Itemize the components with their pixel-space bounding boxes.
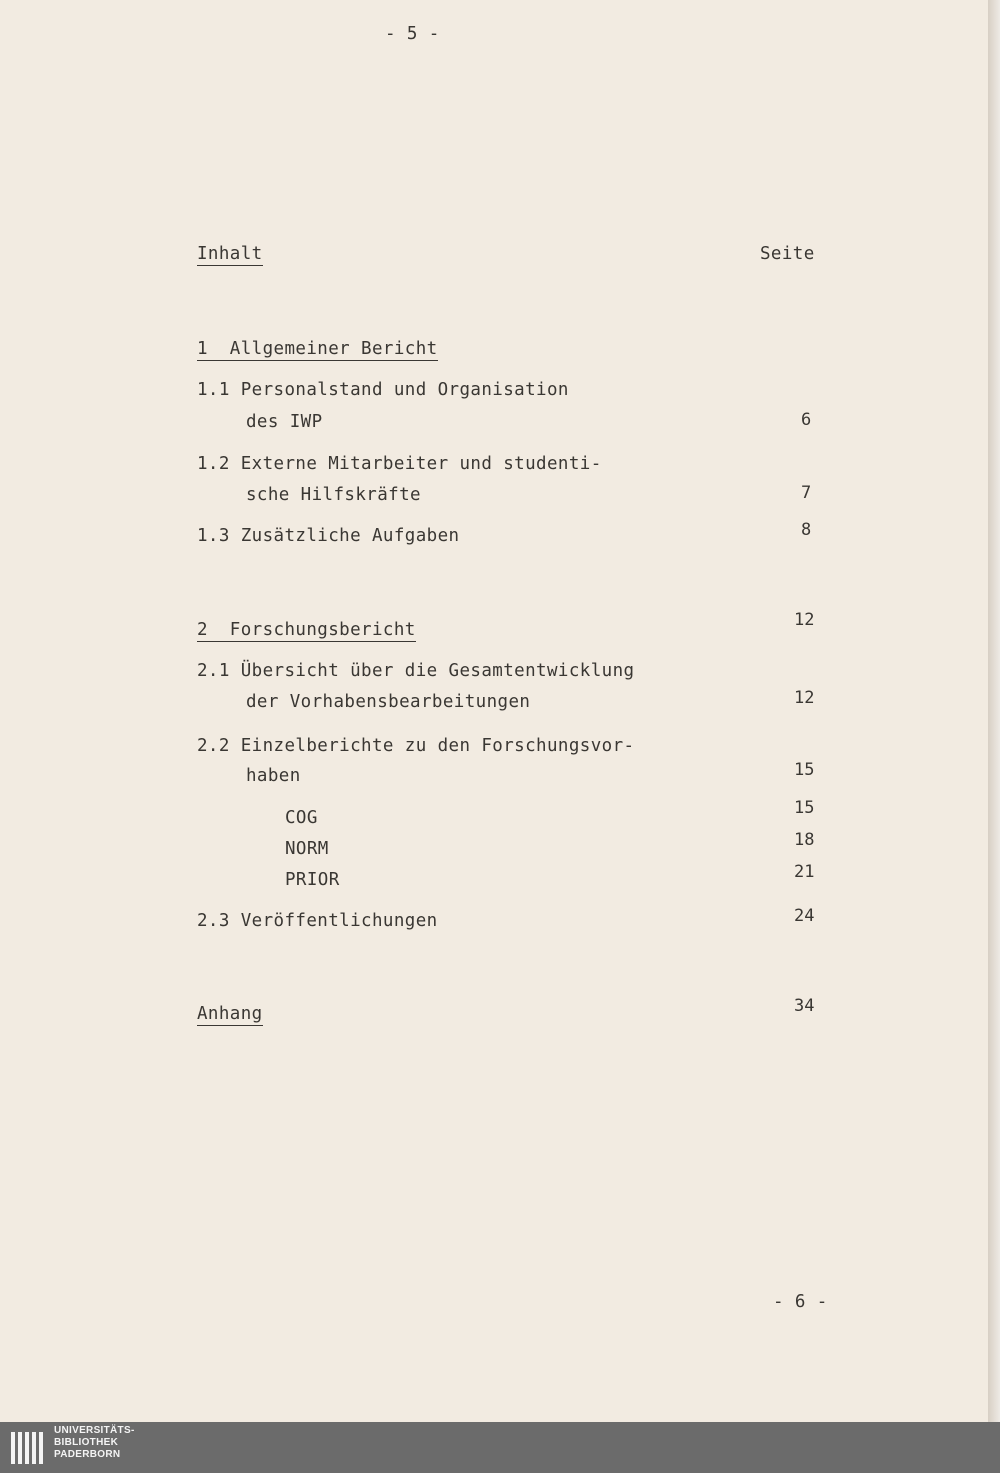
page-number-top: - 5 - bbox=[385, 24, 440, 44]
toc-page-number: 12 bbox=[794, 688, 815, 708]
library-footer bbox=[0, 1422, 1000, 1473]
toc-page-number: 6 bbox=[801, 410, 812, 430]
toc-entry: 1.1 Personalstand und Organisation bbox=[197, 380, 569, 400]
library-name bbox=[54, 1425, 135, 1461]
toc-entry: 1.2 Externe Mitarbeiter und studenti- bbox=[197, 454, 602, 474]
toc-page-number: 8 bbox=[801, 520, 812, 540]
toc-page-number: 7 bbox=[801, 483, 812, 503]
library-name-line: PADERBORN bbox=[54, 1449, 121, 1460]
toc-entry: 2.1 Übersicht über die Gesamtentwicklung bbox=[197, 661, 635, 681]
toc-page-number: 34 bbox=[794, 996, 815, 1016]
library-name-line: UNIVERSITÄTS- bbox=[54, 1425, 135, 1436]
toc-entry: 2 Forschungsbericht bbox=[197, 620, 416, 640]
toc-page-number: 15 bbox=[794, 760, 815, 780]
toc-entry: COG bbox=[285, 808, 318, 828]
toc-page-column-label: Seite bbox=[760, 244, 815, 264]
page-number-bottom: - 6 - bbox=[773, 1292, 828, 1312]
toc-page-number: 15 bbox=[794, 798, 815, 818]
toc-entry: der Vorhabensbearbeitungen bbox=[246, 692, 531, 712]
toc-entry: des IWP bbox=[246, 412, 323, 432]
toc-entry: 2.2 Einzelberichte zu den Forschungsvor- bbox=[197, 736, 635, 756]
toc-entry: haben bbox=[246, 766, 301, 786]
toc-entry: NORM bbox=[285, 839, 329, 859]
toc-page-number: 24 bbox=[794, 906, 815, 926]
toc-entry: 2.3 Veröffentlichungen bbox=[197, 911, 438, 931]
toc-entry: Anhang bbox=[197, 1004, 263, 1024]
toc-entry: 1.3 Zusätzliche Aufgaben bbox=[197, 526, 460, 546]
toc-page-number: 21 bbox=[794, 862, 815, 882]
toc-entry: sche Hilfskräfte bbox=[246, 485, 421, 505]
toc-entry: 1 Allgemeiner Bericht bbox=[197, 339, 438, 359]
toc-page-number: 12 bbox=[794, 610, 815, 630]
toc-title: Inhalt bbox=[197, 244, 263, 264]
toc-entry: PRIOR bbox=[285, 870, 340, 890]
university-library-logo-icon bbox=[8, 1426, 50, 1468]
toc-page-number: 18 bbox=[794, 830, 815, 850]
page-edge bbox=[988, 0, 1000, 1422]
library-name-line: BIBLIOTHEK bbox=[54, 1437, 119, 1448]
